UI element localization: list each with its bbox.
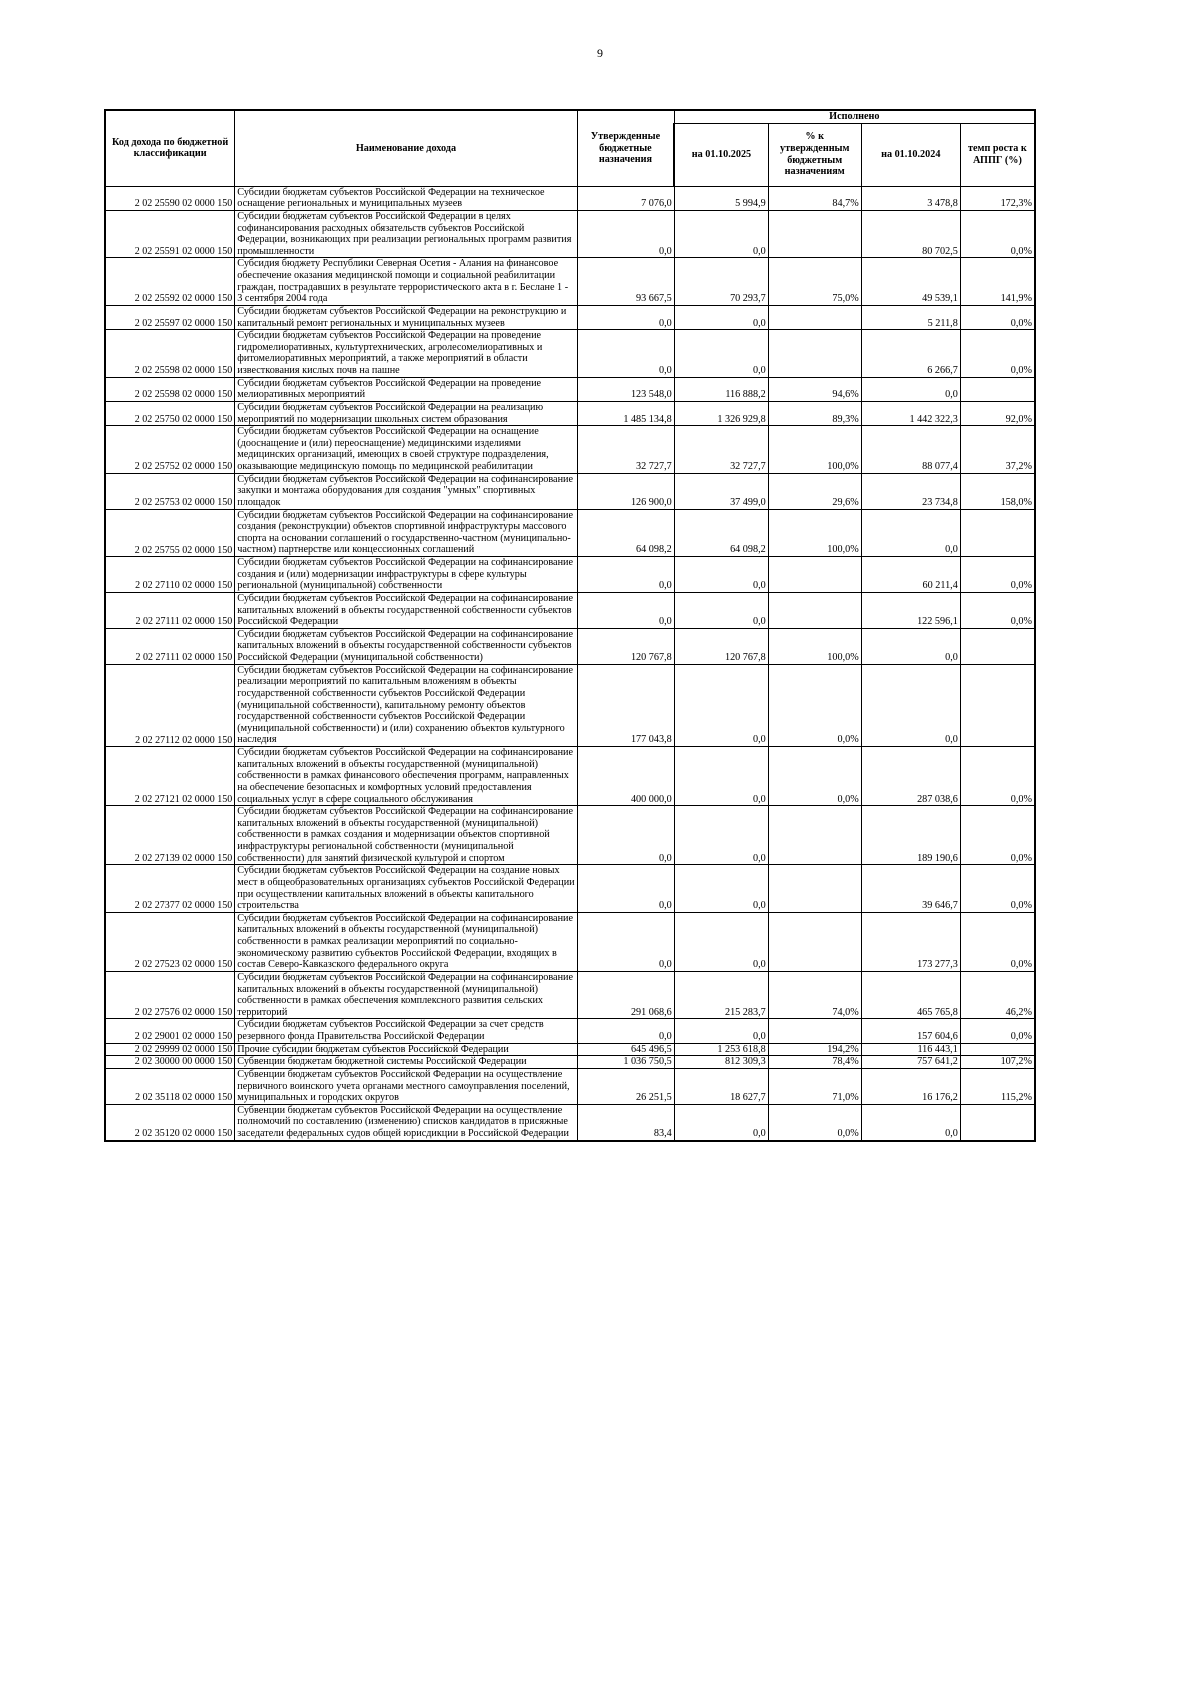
cell-name: Субсидии бюджетам субъектов Российской Федерации на софинансирование создания и (или) модернизации инфраструктуры в сфере культуры региональной (муниципальной) собственности (235, 557, 577, 593)
cell-code: 2 02 29001 02 0000 150 (105, 1019, 235, 1043)
cell-name: Субсидии бюджетам субъектов Российской Федерации на софинансирование капитальных вложений в объекты государственной (муниципальной) собственности в рамках создания и модернизации объектов спортивной инфраструктуры региональной собственности (муниципальной собственности) для занятий физической культурой и спортом (235, 806, 577, 865)
cell-percent (768, 912, 861, 971)
cell-code: 2 02 25591 02 0000 150 (105, 210, 235, 258)
cell-executed-2024: 3 478,8 (861, 186, 960, 210)
cell-executed-2024: 116 443,1 (861, 1043, 960, 1056)
cell-code: 2 02 35120 02 0000 150 (105, 1104, 235, 1140)
table-row (105, 747, 1035, 806)
table-row (105, 377, 1035, 401)
table-row (105, 628, 1035, 664)
cell-percent: 100,0% (768, 426, 861, 474)
cell-name: Субсидии бюджетам субъектов Российской Федерации на проведение гидромелиоративных, культуртехнических, агролесомелиоративных и фитомелиоративных мероприятий, а также мероприятий в области известкования кислых почв на пашне (235, 330, 577, 378)
cell-approved: 0,0 (577, 305, 674, 329)
cell-percent: 74,0% (768, 971, 861, 1019)
cell-approved: 291 068,6 (577, 971, 674, 1019)
cell-code: 2 02 27576 02 0000 150 (105, 971, 235, 1019)
table-row (105, 186, 1035, 210)
cell-name: Субсидии бюджетам субъектов Российской Федерации на оснащение (дооснащение и (или) переоснащение) медицинскими изделиями медицинских организаций, имеющих в своей структуре подразделения, оказывающие медицинскую помощь по медицинской реабилитации (235, 426, 577, 474)
cell-percent: 100,0% (768, 628, 861, 664)
cell-executed-2025: 0,0 (674, 305, 768, 329)
table-row (105, 210, 1035, 258)
header-percent-of-approved: % к утвержденным бюджетным назначениям (768, 123, 861, 186)
cell-code: 2 02 25592 02 0000 150 (105, 258, 235, 306)
cell-code: 2 02 27139 02 0000 150 (105, 806, 235, 865)
cell-executed-2025: 70 293,7 (674, 258, 768, 306)
table-header-row (105, 110, 1035, 123)
revenue-table (104, 109, 1036, 1142)
table-row (105, 557, 1035, 593)
cell-executed-2024: 16 176,2 (861, 1068, 960, 1104)
cell-executed-2025: 5 994,9 (674, 186, 768, 210)
cell-growth-rate: 0,0% (960, 865, 1035, 913)
cell-code: 2 02 25753 02 0000 150 (105, 473, 235, 509)
cell-code: 2 02 27377 02 0000 150 (105, 865, 235, 913)
header-executed-2025: на 01.10.2025 (674, 123, 768, 186)
cell-growth-rate: 158,0% (960, 473, 1035, 509)
table-row (105, 592, 1035, 628)
cell-name: Прочие субсидии бюджетам субъектов Российской Федерации (235, 1043, 577, 1056)
cell-growth-rate: 0,0% (960, 592, 1035, 628)
cell-executed-2025: 0,0 (674, 1104, 768, 1140)
cell-executed-2024: 0,0 (861, 377, 960, 401)
cell-executed-2024: 0,0 (861, 664, 960, 746)
table-row (105, 806, 1035, 865)
cell-executed-2025: 0,0 (674, 592, 768, 628)
cell-executed-2024: 287 038,6 (861, 747, 960, 806)
cell-executed-2024: 157 604,6 (861, 1019, 960, 1043)
cell-percent: 0,0% (768, 747, 861, 806)
cell-code: 2 02 25590 02 0000 150 (105, 186, 235, 210)
cell-executed-2024: 757 641,2 (861, 1056, 960, 1069)
table-row (105, 865, 1035, 913)
cell-name: Субсидии бюджетам субъектов Российской Федерации на проведение мелиоративных мероприятий (235, 377, 577, 401)
cell-name: Субсидии бюджетам субъектов Российской Федерации на реализацию мероприятий по модернизации школьных систем образования (235, 401, 577, 425)
cell-code: 2 02 25752 02 0000 150 (105, 426, 235, 474)
cell-approved: 93 667,5 (577, 258, 674, 306)
cell-executed-2025: 32 727,7 (674, 426, 768, 474)
header-name: Наименование дохода (235, 110, 577, 186)
cell-percent: 89,3% (768, 401, 861, 425)
cell-name: Субсидии бюджетам субъектов Российской Федерации на создание новых мест в общеобразовательных организациях субъектов Российской Федерации при осуществлении капитальных вложений в объекты капитального строительства (235, 865, 577, 913)
table-row (105, 509, 1035, 557)
cell-executed-2024: 0,0 (861, 509, 960, 557)
cell-growth-rate (960, 509, 1035, 557)
cell-name: Субсидии бюджетам субъектов Российской Федерации в целях софинансирования расходных обязательств субъектов Российской Федерации, возникающих при реализации региональных программ развития промышленности (235, 210, 577, 258)
cell-executed-2025: 0,0 (674, 912, 768, 971)
cell-code: 2 02 29999 02 0000 150 (105, 1043, 235, 1056)
cell-growth-rate (960, 628, 1035, 664)
table-row (105, 1068, 1035, 1104)
cell-executed-2025: 1 326 929,8 (674, 401, 768, 425)
cell-percent: 75,0% (768, 258, 861, 306)
cell-code: 2 02 25598 02 0000 150 (105, 377, 235, 401)
cell-growth-rate: 0,0% (960, 806, 1035, 865)
cell-percent: 0,0% (768, 664, 861, 746)
cell-percent (768, 210, 861, 258)
cell-executed-2025: 0,0 (674, 557, 768, 593)
cell-executed-2025: 0,0 (674, 664, 768, 746)
cell-code: 2 02 25598 02 0000 150 (105, 330, 235, 378)
cell-code: 2 02 27112 02 0000 150 (105, 664, 235, 746)
cell-executed-2024: 49 539,1 (861, 258, 960, 306)
cell-code: 2 02 27121 02 0000 150 (105, 747, 235, 806)
cell-growth-rate: 115,2% (960, 1068, 1035, 1104)
cell-name: Субсидии бюджетам субъектов Российской Федерации на софинансирование капитальных вложений в объекты государственной собственности субъектов Российской Федерации (муниципальной собственности) (235, 628, 577, 664)
cell-executed-2025: 0,0 (674, 747, 768, 806)
cell-executed-2024: 0,0 (861, 628, 960, 664)
cell-executed-2025: 0,0 (674, 330, 768, 378)
table-row (105, 426, 1035, 474)
cell-growth-rate: 0,0% (960, 330, 1035, 378)
cell-approved: 7 076,0 (577, 186, 674, 210)
table-row (105, 1043, 1035, 1056)
table-row (105, 664, 1035, 746)
cell-growth-rate: 0,0% (960, 747, 1035, 806)
cell-code: 2 02 25750 02 0000 150 (105, 401, 235, 425)
cell-growth-rate (960, 1043, 1035, 1056)
cell-approved: 1 485 134,8 (577, 401, 674, 425)
cell-name: Субсидии бюджетам субъектов Российской Федерации на софинансирование закупки и монтажа оборудования для создания "умных" спортивных площадок (235, 473, 577, 509)
table-row (105, 305, 1035, 329)
cell-code: 2 02 27111 02 0000 150 (105, 592, 235, 628)
cell-executed-2024: 189 190,6 (861, 806, 960, 865)
cell-executed-2025: 215 283,7 (674, 971, 768, 1019)
cell-name: Субвенции бюджетам субъектов Российской Федерации на осуществление полномочий по составлению (изменению) списков кандидатов в присяжные заседатели федеральных судов общей юрисдикции в Российской Федерации (235, 1104, 577, 1140)
cell-approved: 0,0 (577, 592, 674, 628)
cell-executed-2025: 0,0 (674, 806, 768, 865)
cell-name: Субсидии бюджетам субъектов Российской Федерации на софинансирование создания (реконструкции) объектов спортивной инфраструктуры массового спорта на основании соглашений о государственно-частном (муниципально-частном) партнерстве или концессионных соглашений (235, 509, 577, 557)
cell-approved: 83,4 (577, 1104, 674, 1140)
table-row (105, 401, 1035, 425)
cell-name: Субсидии бюджетам субъектов Российской Федерации на реконструкцию и капитальный ремонт региональных и муниципальных музеев (235, 305, 577, 329)
cell-growth-rate (960, 664, 1035, 746)
table-row (105, 1104, 1035, 1140)
cell-executed-2025: 64 098,2 (674, 509, 768, 557)
cell-percent (768, 557, 861, 593)
cell-approved: 26 251,5 (577, 1068, 674, 1104)
cell-executed-2024: 5 211,8 (861, 305, 960, 329)
cell-percent: 100,0% (768, 509, 861, 557)
cell-name: Субсидии бюджетам субъектов Российской Федерации на софинансирование капитальных вложений в объекты государственной (муниципальной) собственности в рамках обеспечения комплексного развития сельских территорий (235, 971, 577, 1019)
header-code: Код дохода по бюджетной классификации (105, 110, 235, 186)
cell-percent: 194,2% (768, 1043, 861, 1056)
cell-code: 2 02 35118 02 0000 150 (105, 1068, 235, 1104)
header-executed: Исполнено (674, 110, 1035, 123)
cell-name: Субсидия бюджету Республики Северная Осетия - Алания на финансовое обеспечение оказания медицинской помощи и социальной реабилитации граждан, пострадавших в результате террористического акта в г. Беслане 1 - 3 сентября 2004 года (235, 258, 577, 306)
cell-approved: 32 727,7 (577, 426, 674, 474)
table-row (105, 1019, 1035, 1043)
cell-name: Субсидии бюджетам субъектов Российской Федерации за счет средств резервного фонда Правительства Российской Федерации (235, 1019, 577, 1043)
cell-code: 2 02 27111 02 0000 150 (105, 628, 235, 664)
cell-growth-rate: 0,0% (960, 1019, 1035, 1043)
cell-approved: 120 767,8 (577, 628, 674, 664)
cell-percent: 78,4% (768, 1056, 861, 1069)
cell-executed-2024: 23 734,8 (861, 473, 960, 509)
cell-percent: 29,6% (768, 473, 861, 509)
cell-approved: 645 496,5 (577, 1043, 674, 1056)
cell-name: Субсидии бюджетам субъектов Российской Федерации на софинансирование капитальных вложений в объекты государственной (муниципальной) собственности в рамках финансового обеспечения программ, направленных на обеспечение безопасных и комфортных условий предоставления социальных услуг в сфере социального обслуживания (235, 747, 577, 806)
cell-code: 2 02 27110 02 0000 150 (105, 557, 235, 593)
cell-executed-2025: 18 627,7 (674, 1068, 768, 1104)
cell-growth-rate (960, 1104, 1035, 1140)
cell-growth-rate: 172,3% (960, 186, 1035, 210)
cell-growth-rate: 92,0% (960, 401, 1035, 425)
cell-approved: 1 036 750,5 (577, 1056, 674, 1069)
cell-executed-2025: 0,0 (674, 210, 768, 258)
header-growth-rate: темп роста к АППГ (%) (960, 123, 1035, 186)
cell-executed-2025: 37 499,0 (674, 473, 768, 509)
cell-executed-2025: 812 309,3 (674, 1056, 768, 1069)
cell-growth-rate: 141,9% (960, 258, 1035, 306)
cell-approved: 0,0 (577, 806, 674, 865)
cell-percent: 84,7% (768, 186, 861, 210)
table-row (105, 258, 1035, 306)
page-number: 9 (597, 46, 603, 60)
cell-executed-2024: 60 211,4 (861, 557, 960, 593)
cell-approved: 177 043,8 (577, 664, 674, 746)
cell-code: 2 02 25597 02 0000 150 (105, 305, 235, 329)
cell-growth-rate: 0,0% (960, 912, 1035, 971)
cell-approved: 64 098,2 (577, 509, 674, 557)
cell-percent (768, 865, 861, 913)
cell-percent (768, 1019, 861, 1043)
cell-executed-2024: 122 596,1 (861, 592, 960, 628)
cell-percent: 71,0% (768, 1068, 861, 1104)
table-row (105, 1056, 1035, 1069)
cell-growth-rate: 0,0% (960, 305, 1035, 329)
cell-growth-rate: 0,0% (960, 557, 1035, 593)
cell-executed-2025: 116 888,2 (674, 377, 768, 401)
cell-executed-2025: 1 253 618,8 (674, 1043, 768, 1056)
table-row (105, 330, 1035, 378)
cell-percent (768, 305, 861, 329)
cell-growth-rate: 46,2% (960, 971, 1035, 1019)
cell-executed-2024: 173 277,3 (861, 912, 960, 971)
cell-percent: 94,6% (768, 377, 861, 401)
cell-approved: 0,0 (577, 912, 674, 971)
cell-approved: 126 900,0 (577, 473, 674, 509)
cell-percent (768, 330, 861, 378)
cell-executed-2024: 1 442 322,3 (861, 401, 960, 425)
cell-code: 2 02 25755 02 0000 150 (105, 509, 235, 557)
cell-executed-2024: 88 077,4 (861, 426, 960, 474)
cell-code: 2 02 27523 02 0000 150 (105, 912, 235, 971)
cell-approved: 0,0 (577, 557, 674, 593)
cell-executed-2024: 39 646,7 (861, 865, 960, 913)
table-row (105, 971, 1035, 1019)
cell-growth-rate: 0,0% (960, 210, 1035, 258)
cell-executed-2024: 0,0 (861, 1104, 960, 1140)
cell-approved: 0,0 (577, 210, 674, 258)
cell-growth-rate (960, 377, 1035, 401)
cell-name: Субсидии бюджетам субъектов Российской Федерации на софинансирование капитальных вложений в объекты государственной (муниципальной) собственности в рамках реализации мероприятий по социально-экономическому развитию субъектов Российской Федерации, входящих в состав Северо-Кавказского федерального округа (235, 912, 577, 971)
table-row (105, 912, 1035, 971)
cell-name: Субсидии бюджетам субъектов Российской Федерации на софинансирование капитальных вложений в объекты государственной собственности субъектов Российской Федерации (235, 592, 577, 628)
cell-executed-2024: 465 765,8 (861, 971, 960, 1019)
cell-approved: 123 548,0 (577, 377, 674, 401)
cell-growth-rate: 107,2% (960, 1056, 1035, 1069)
cell-name: Субсидии бюджетам субъектов Российской Федерации на софинансирование реализации мероприятий по капитальным вложениям в объекты государственной собственности субъектов Российской Федерации (муниципальной собственности), капитальному ремонту объектов государственной собственности субъектов Российской Федерации (муниципальной собственности) и (или) сохранению объектов культурного наследия (235, 664, 577, 746)
cell-percent (768, 806, 861, 865)
header-executed-2024: на 01.10.2024 (861, 123, 960, 186)
cell-executed-2024: 6 266,7 (861, 330, 960, 378)
cell-approved: 400 000,0 (577, 747, 674, 806)
cell-code: 2 02 30000 00 0000 150 (105, 1056, 235, 1069)
cell-name: Субсидии бюджетам субъектов Российской Федерации на техническое оснащение региональных и муниципальных музеев (235, 186, 577, 210)
cell-approved: 0,0 (577, 330, 674, 378)
cell-name: Субвенции бюджетам бюджетной системы Российской Федерации (235, 1056, 577, 1069)
table-row (105, 473, 1035, 509)
cell-executed-2025: 0,0 (674, 865, 768, 913)
cell-name: Субвенции бюджетам субъектов Российской Федерации на осуществление первичного воинского учета органами местного самоуправления поселений, муниципальных и городских округов (235, 1068, 577, 1104)
cell-executed-2024: 80 702,5 (861, 210, 960, 258)
cell-executed-2025: 120 767,8 (674, 628, 768, 664)
table-body (105, 186, 1035, 1141)
cell-growth-rate: 37,2% (960, 426, 1035, 474)
cell-approved: 0,0 (577, 865, 674, 913)
cell-executed-2025: 0,0 (674, 1019, 768, 1043)
cell-percent (768, 592, 861, 628)
cell-percent: 0,0% (768, 1104, 861, 1140)
cell-approved: 0,0 (577, 1019, 674, 1043)
header-approved: Утвержденные бюджетные назначения (577, 110, 674, 186)
